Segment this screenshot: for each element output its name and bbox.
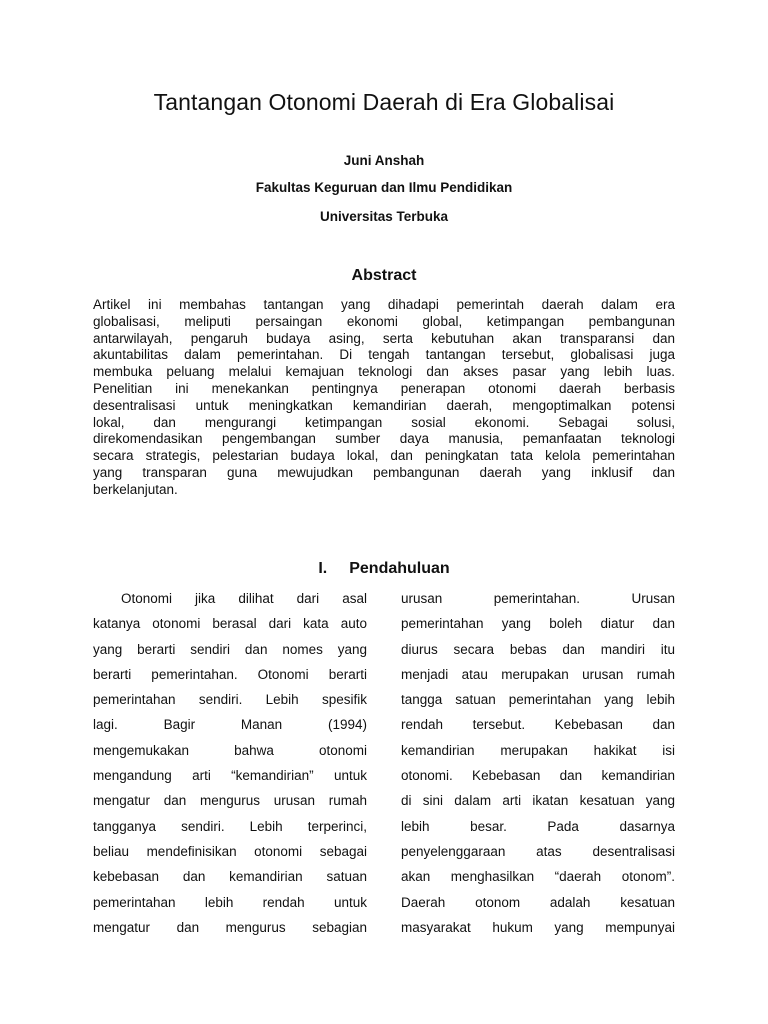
section-number: I. [318, 560, 328, 577]
body-line: kebebasan dan kemandirian satuan [93, 869, 367, 885]
body-line: Otonomi jika dilihat dari asal [121, 591, 367, 606]
author-university: Universitas Terbuka [319, 209, 449, 224]
abstract-line: Penelitian ini menekankan pentingnya penerapan otonomi daerah berbasis [93, 380, 675, 396]
abstract-line: secara strategis, pelestarian budaya lokal, dan peningkatan tata kelola pemerintahan [93, 448, 675, 464]
body-line: urusan pemerintahan. Urusan [401, 591, 675, 606]
abstract-body [93, 297, 675, 499]
body-line: diurus secara bebas dan mandiri itu [401, 641, 675, 657]
body-line: pemerintahan lebih rendah untuk [93, 894, 367, 910]
section-heading [0, 558, 768, 580]
body-line: masyarakat hukum yang mempunyai [401, 919, 675, 935]
body-line: Daerah otonom adalah kesatuan [401, 894, 675, 910]
body-line: rendah tersebut. Kebebasan dan [401, 717, 675, 733]
body-line: otonomi. Kebebasan dan kemandirian [401, 768, 675, 784]
author-faculty: Fakultas Keguruan dan Ilmu Pendidikan [255, 180, 513, 195]
abstract-heading: Abstract [351, 267, 417, 284]
body-line: berarti pemerintahan. Otonomi berarti [93, 666, 367, 682]
body-line: tangganya sendiri. Lebih terperinci, [93, 818, 367, 834]
body-column-right [401, 586, 675, 940]
body-line: mengatur dan mengurus sebagian [93, 919, 367, 935]
abstract-line: berkelanjutan. [93, 481, 178, 497]
body-line: mengandung arti “kemandirian” untuk [93, 768, 367, 784]
body-line: menjadi atau merupakan urusan rumah [401, 666, 675, 682]
abstract-line: globalisasi, meliputi persaingan ekonomi global, ketimpangan pembangunan [93, 313, 675, 329]
abstract-line: membuka peluang melalui kemajuan teknologi dan akses pasar yang lebih luas. [93, 364, 675, 380]
body-line: beliau mendefinisikan otonomi sebagai [93, 843, 367, 859]
abstract-line: direkomendasikan pengembangan sumber daya manusia, pemanfaatan teknologi [93, 431, 675, 447]
abstract-line: lokal, dan mengurangi ketimpangan sosial ekonomi. Sebagai solusi, [93, 414, 675, 430]
body-line: penyelenggaraan atas desentralisasi [401, 843, 675, 859]
section-title: Pendahuluan [349, 560, 450, 577]
body-line: pemerintahan yang boleh diatur dan [401, 616, 675, 632]
body-line: mengemukakan bahwa otonomi [93, 742, 367, 758]
body-column-left [93, 586, 367, 940]
abstract-line: antarwilayah, pengaruh budaya asing, serta kebutuhan akan transparansi dan [93, 330, 675, 346]
abstract-line: Artikel ini membahas tantangan yang dihadapi pemerintah daerah dalam era [93, 297, 675, 312]
body-line: akan menghasilkan “daerah otonom”. [401, 869, 675, 885]
body-line: mengatur dan mengurus urusan rumah [93, 793, 367, 809]
abstract-line: desentralisasi untuk meningkatkan kemandirian daerah, mengoptimalkan potensi [93, 397, 675, 413]
body-line: lagi. Bagir Manan (1994) [93, 717, 367, 733]
abstract-line: akuntabilitas dalam pemerintahan. Di tengah tantangan tersebut, globalisasi juga [93, 347, 675, 363]
body-line: yang berarti sendiri dan nomes yang [93, 641, 367, 657]
body-line: pemerintahan sendiri. Lebih spesifik [93, 692, 367, 708]
body-line: tangga satuan pemerintahan yang lebih [401, 692, 675, 708]
body-line: lebih besar. Pada dasarnya [401, 818, 675, 834]
author-name: Juni Anshah [343, 153, 425, 168]
abstract-line: yang transparan guna mewujudkan pembangunan daerah yang inklusif dan [93, 464, 675, 480]
body-line: kemandirian merupakan hakikat isi [401, 742, 675, 758]
body-line: katanya otonomi berasal dari kata auto [93, 616, 367, 632]
body-line: di sini dalam arti ikatan kesatuan yang [401, 793, 675, 809]
paper-title: Tantangan Otonomi Daerah di Era Globalisai [153, 89, 615, 115]
